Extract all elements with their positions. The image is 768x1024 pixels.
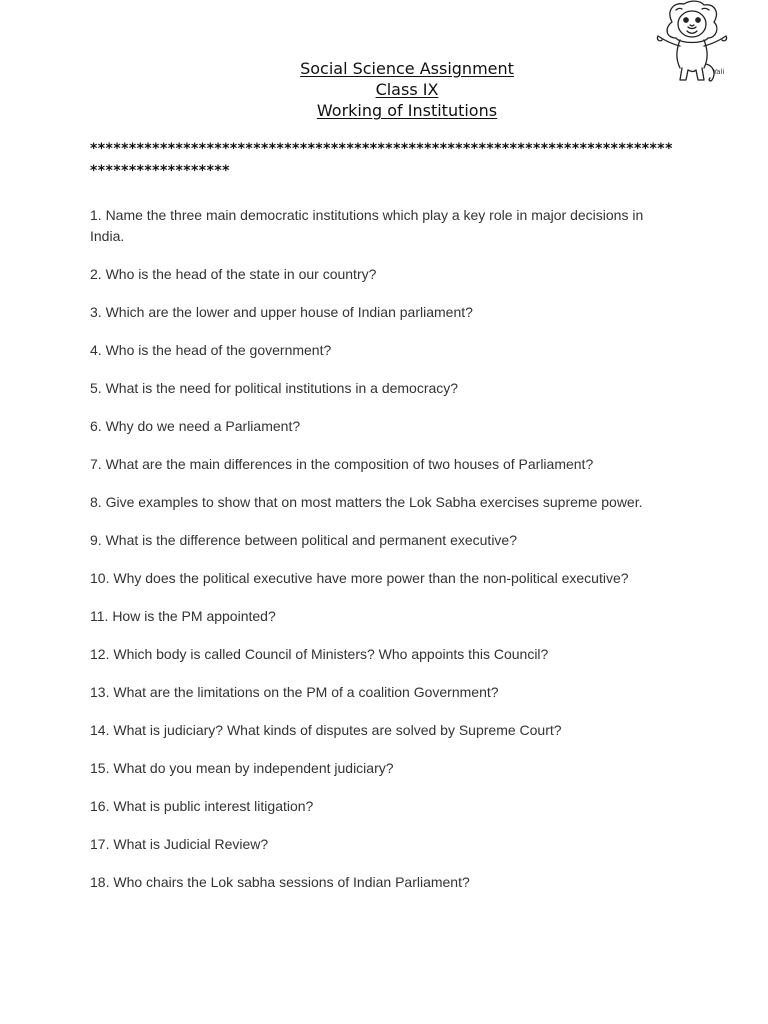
question-item: 16. What is public interest litigation? xyxy=(90,797,314,814)
logo-tag: Yali xyxy=(713,68,725,76)
question-item: 6. Why do we need a Parliament? xyxy=(90,417,301,434)
question-list xyxy=(90,205,680,910)
asterisk-separator: ********************************************************************************************* xyxy=(90,141,673,179)
question-item: 11. How is the PM appointed? xyxy=(90,607,276,624)
question-item: 2. Who is the head of the state in our country? xyxy=(90,265,377,282)
question-item: 8. Give examples to show that on most matters the Lok Sabha exercises supreme power. xyxy=(90,493,643,510)
question-item: 12. Which body is called Council of Ministers? Who appoints this Council? xyxy=(90,645,549,662)
question-item: 9. What is the difference between political and permanent executive? xyxy=(90,531,517,548)
question-item: 1. Name the three main democratic institutions which play a key role in major decisions in India. xyxy=(90,207,644,244)
topic-title: Working of Institutions xyxy=(316,101,498,120)
question-item: 17. What is Judicial Review? xyxy=(90,835,269,852)
question-item: 14. What is judiciary? What kinds of disputes are solved by Supreme Court? xyxy=(90,721,562,738)
question-item: 3. Which are the lower and upper house of Indian parliament? xyxy=(90,303,473,320)
question-item: 13. What are the limitations on the PM of a coalition Government? xyxy=(90,683,499,700)
assignment-title: Social Science Assignment xyxy=(300,59,514,78)
question-item: 7. What are the main differences in the composition of two houses of Parliament? xyxy=(90,455,594,472)
question-item: 5. What is the need for political institutions in a democracy? xyxy=(90,379,459,396)
question-item: 15. What do you mean by independent judiciary? xyxy=(90,759,394,776)
class-label: Class IX xyxy=(375,80,439,99)
question-item: 18. Who chairs the Lok sabha sessions of Indian Parliament? xyxy=(90,873,470,890)
question-item: 10. Why does the political executive have more power than the non-political executive? xyxy=(90,569,629,586)
document-header xyxy=(90,58,724,121)
question-item: 4. Who is the head of the government? xyxy=(90,341,332,358)
